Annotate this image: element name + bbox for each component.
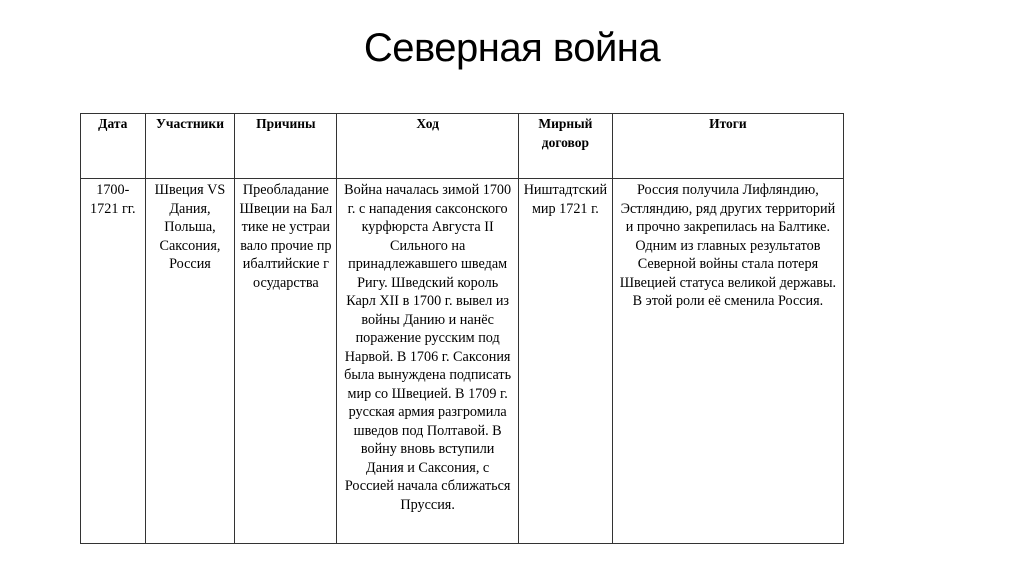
cell-date: 1700-1721 гг.	[81, 179, 146, 544]
header-date: Дата	[81, 114, 146, 179]
header-participants: Участники	[145, 114, 235, 179]
table-header-row	[81, 114, 844, 179]
header-treaty: Мирный договор	[518, 114, 612, 179]
cell-results: Россия получила Лифляндию, Эстляндию, ряд других территорий и прочно закрепилась на Балтике. Одним из главных результатов Северной войны стала потеря Швецией статуса великой державы. В этой роли её сменила Россия.	[612, 179, 843, 544]
header-course: Ход	[337, 114, 519, 179]
cell-treaty: Ништадтский мир 1721 г.	[518, 179, 612, 544]
cell-course: Война началась зимой 1700 г. с нападения саксонского курфюрста Августа II Сильного на принадлежавшего шведам Ригу. Шведский король Карл XII в 1700 г. вывел из войны Данию и нанёс поражение русским под Нарвой. В 1706 г. Саксония была вынуждена подписать мир со Швецией. В 1709 г. русская армия разгромила шведов под Полтавой. В войну вновь вступили Дания и Саксония, с Россией начала сближаться Пруссия.	[337, 179, 519, 544]
header-causes: Причины	[235, 114, 337, 179]
cell-participants: Швеция VS Дания, Польша, Саксония, Россия	[145, 179, 235, 544]
table-row	[81, 179, 844, 544]
header-results: Итоги	[612, 114, 843, 179]
slide-title: Северная война	[363, 26, 661, 70]
cell-causes: Преобладание Швеции на Балтике не устраивало прочие прибалтийские государства	[235, 179, 337, 544]
northern-war-table	[80, 113, 844, 544]
